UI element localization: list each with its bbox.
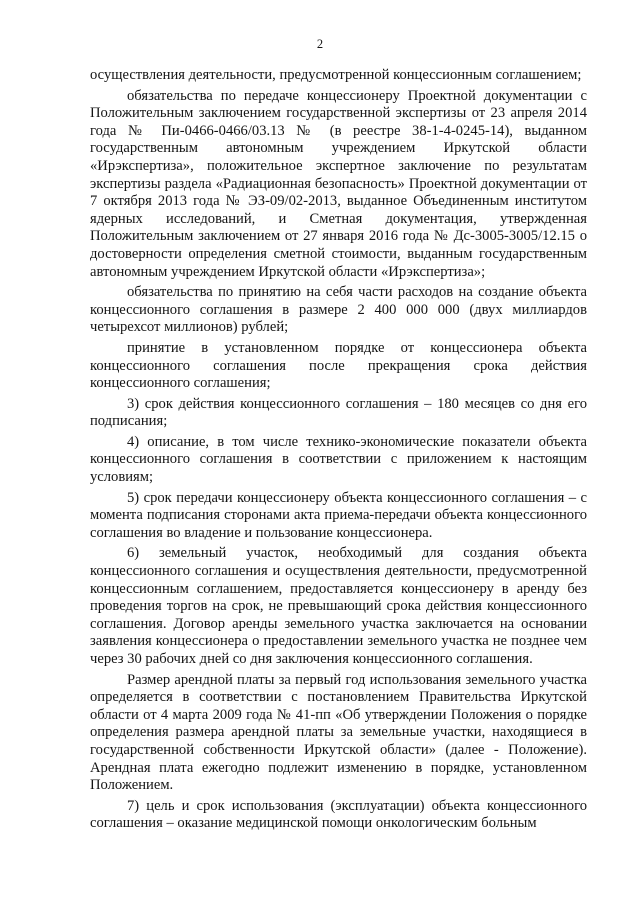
paragraph-project-documentation: обязательства по передаче концессионеру Проектной документации с Положительным заключением государственной экспертизы от 23 апреля 2014 года № Пи-0466-0466/03.13 № (в реестре 38-1-4-0245-14), выданном государственным автономным учреждением Иркутской области «Ирэкспертиза», положительное экспертное заключение по результатам экспертизы раздела «Радиационная безопасность» Проектной документации от 7 октября 2013 года № ЭЗ-09/02-2013, выданное Объединенным институтом ядерных исследований, и Сметная документация, утвержденная Положительным заключением от 27 января 2016 года № Дс-3005-3005/12.15 о достоверности определения сметной стоимости, выданным государственным автономным учреждением Иркутской области «Ирэкспертиза»; — [90, 87, 587, 280]
paragraph-land-plot: 6) земельный участок, необходимый для создания объекта концессионного соглашения и осуществления деятельности, предусмотренной концессионным соглашением, предоставляется концессионеру в аренду без проведения торгов на срок, не превышающий срока действия концессионного соглашения. Договор аренды земельного участка заключается на основании заявления концессионера о предоставлении земельного участка не позднее чем через 30 рабочих дней со дня заключения концессионного соглашения. — [90, 545, 587, 667]
paragraph-acceptance: принятие в установленном порядке от концессионера объекта концессионного соглашения после прекращения срока действия концессионного соглашения; — [90, 339, 587, 392]
paragraph-term: 3) срок действия концессионного соглашения – 180 месяцев со дня его подписания; — [90, 395, 587, 430]
page-number: 2 — [316, 37, 324, 51]
paragraph-rent: Размер арендной платы за первый год использования земельного участка определяется в соответствии с постановлением Правительства Иркутской области от 4 марта 2009 года № 41-пп «Об утверждении Положения о порядке определения размера арендной платы за земельные участки, находящиеся в государственной собственности Иркутской области» (далее - Положение). Арендная плата ежегодно подлежит изменению в порядке, установленном Положением. — [90, 671, 587, 794]
paragraph-continuation: осуществления деятельности, предусмотренной концессионным соглашением; — [90, 67, 582, 83]
paragraph-expenses: обязательства по принятию на себя части расходов на создание объекта концессионного соглашения в размере 2 400 000 000 (двух миллиардов четырехсот миллионов) рублей; — [90, 284, 587, 336]
paragraph-transfer-term: 5) срок передачи концессионеру объекта концессионного соглашения – с момента подписания сторонами акта приема-передачи объекта концессионного соглашения во владение и пользование концессионера. — [90, 489, 587, 541]
paragraph-purpose: 7) цель и срок использования (эксплуатации) объекта концессионного соглашения – оказание медицинской помощи онкологическим больным — [90, 797, 587, 832]
document-body — [90, 67, 587, 836]
paragraph-description: 4) описание, в том числе технико-экономические показатели объекта концессионного соглашения в соответствии с приложением к настоящим условиям; — [90, 433, 587, 486]
